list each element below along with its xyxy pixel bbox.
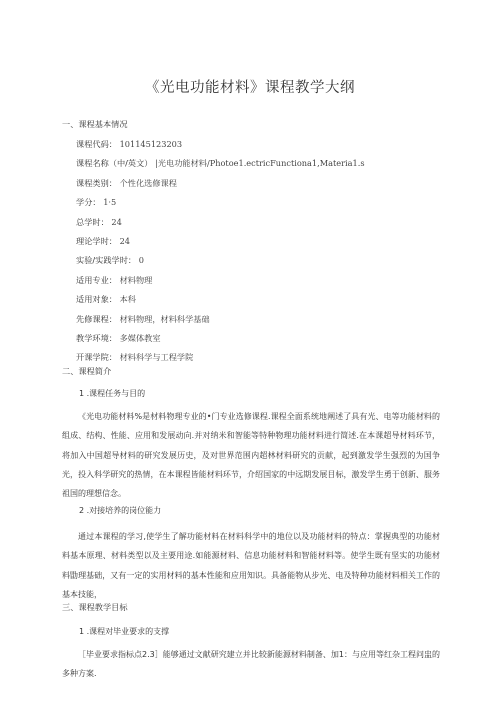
info-row-label: 实验/实践学时： [76, 255, 137, 266]
info-row-value: 24 [111, 216, 122, 227]
paragraph-course-task: 《光电功能材料%是材料物理专业的•门专业选修课程.课程全面系统地阐述了具有光、电等功能材料的组成、结构、性能、应用和发展动向.并对纳米和智能等特种物理功能材料进行简述.在本课超导材料环节，将加入中国超导材料的研究发展历史，及对世界范围内超林材料研究的贡献，起到激发学生强烈的为国争光，投入科学研究的热情，在本课程皆能材料环节，介绍国家的中远期发展目标，激发学生勇于创新、服务祖国的理想信念。 [62, 412, 440, 499]
info-row [76, 290, 456, 309]
section-heading-teaching-goals: 三、课程教学目标 [62, 602, 128, 612]
info-row-label: 理论学时： [76, 235, 117, 246]
subheading-course-task: 1 .课程任务与目的 [79, 389, 146, 398]
info-row-value: 1·5 [103, 197, 117, 208]
document-title: 《光电功能材料》课程教学大纲 [145, 80, 355, 96]
info-row-value: 材料科学与工程学院 [119, 352, 194, 363]
info-row-label: 先修课程： [76, 313, 117, 324]
info-row [76, 348, 456, 367]
info-row-label: 开课学院： [76, 352, 117, 363]
info-row-value: 材料物理 [119, 274, 153, 285]
info-row-value: 24 [119, 235, 130, 246]
paragraph-job-ability: 通过本课程的学习,使学生了解功能材料在材料科学中的地位以及功能材料的特点：掌握典型的功能材料基本原理、材料类型以及主要用途.如能源材料、信息功能材料和智能材料等。使学生既有坚实的功能材料勖理基础，又有一定的实用材料的基本性能和应用知识。具备能物从步光、电及特种功能材料相关工作的基本技能， [62, 532, 440, 599]
info-row-value: 0 [138, 255, 144, 266]
info-row-label: 总学时： [76, 216, 109, 227]
info-row-value: 多媒体教室 [119, 332, 161, 343]
info-row-label: 课程代码： [76, 139, 117, 149]
basic-info-list [76, 135, 456, 368]
info-row [76, 154, 456, 173]
section-heading-course-intro: 二、课程简介 [62, 366, 112, 376]
info-row-label: 课程类别： [76, 177, 117, 188]
section-heading-basic-info: 一、课程基本情况 [62, 119, 128, 129]
paragraph-graduation-support: ［毕业要求指标点2.3］能够通过文献研究建立并比较新能源材料制备、加1：与应用等红杂工程问盅的多种方案. [62, 650, 440, 679]
info-row [76, 135, 456, 154]
info-row [76, 310, 456, 329]
info-row-value: 材料物理，材料科学基础 [119, 313, 210, 324]
info-row-label: 适用专业： [76, 274, 117, 285]
info-row-label: 适用对象： [76, 294, 117, 305]
info-row [76, 251, 456, 270]
info-row [76, 174, 456, 193]
info-row-value: 个性化选修课程 [119, 177, 177, 188]
info-row [76, 232, 456, 251]
info-row-label: 课程名称（中/英文） [76, 158, 153, 169]
info-row [76, 271, 456, 290]
info-row-value: |光电功能材料/Photoe1.ectricFunctiona1,Materia1.s [155, 158, 365, 169]
info-row-value: 101145123203 [119, 139, 183, 149]
subheading-job-ability: 2 .对接培养的岗位能力 [79, 506, 162, 515]
info-row [76, 329, 456, 348]
info-row-label: 学分： [76, 197, 101, 208]
info-row-value: 本科 [119, 294, 136, 305]
info-row-label: 教学环境： [76, 332, 117, 343]
info-row [76, 213, 456, 232]
subheading-graduation-support: 1 .课程对毕业要求的支撑 [79, 627, 170, 636]
info-row [76, 193, 456, 212]
